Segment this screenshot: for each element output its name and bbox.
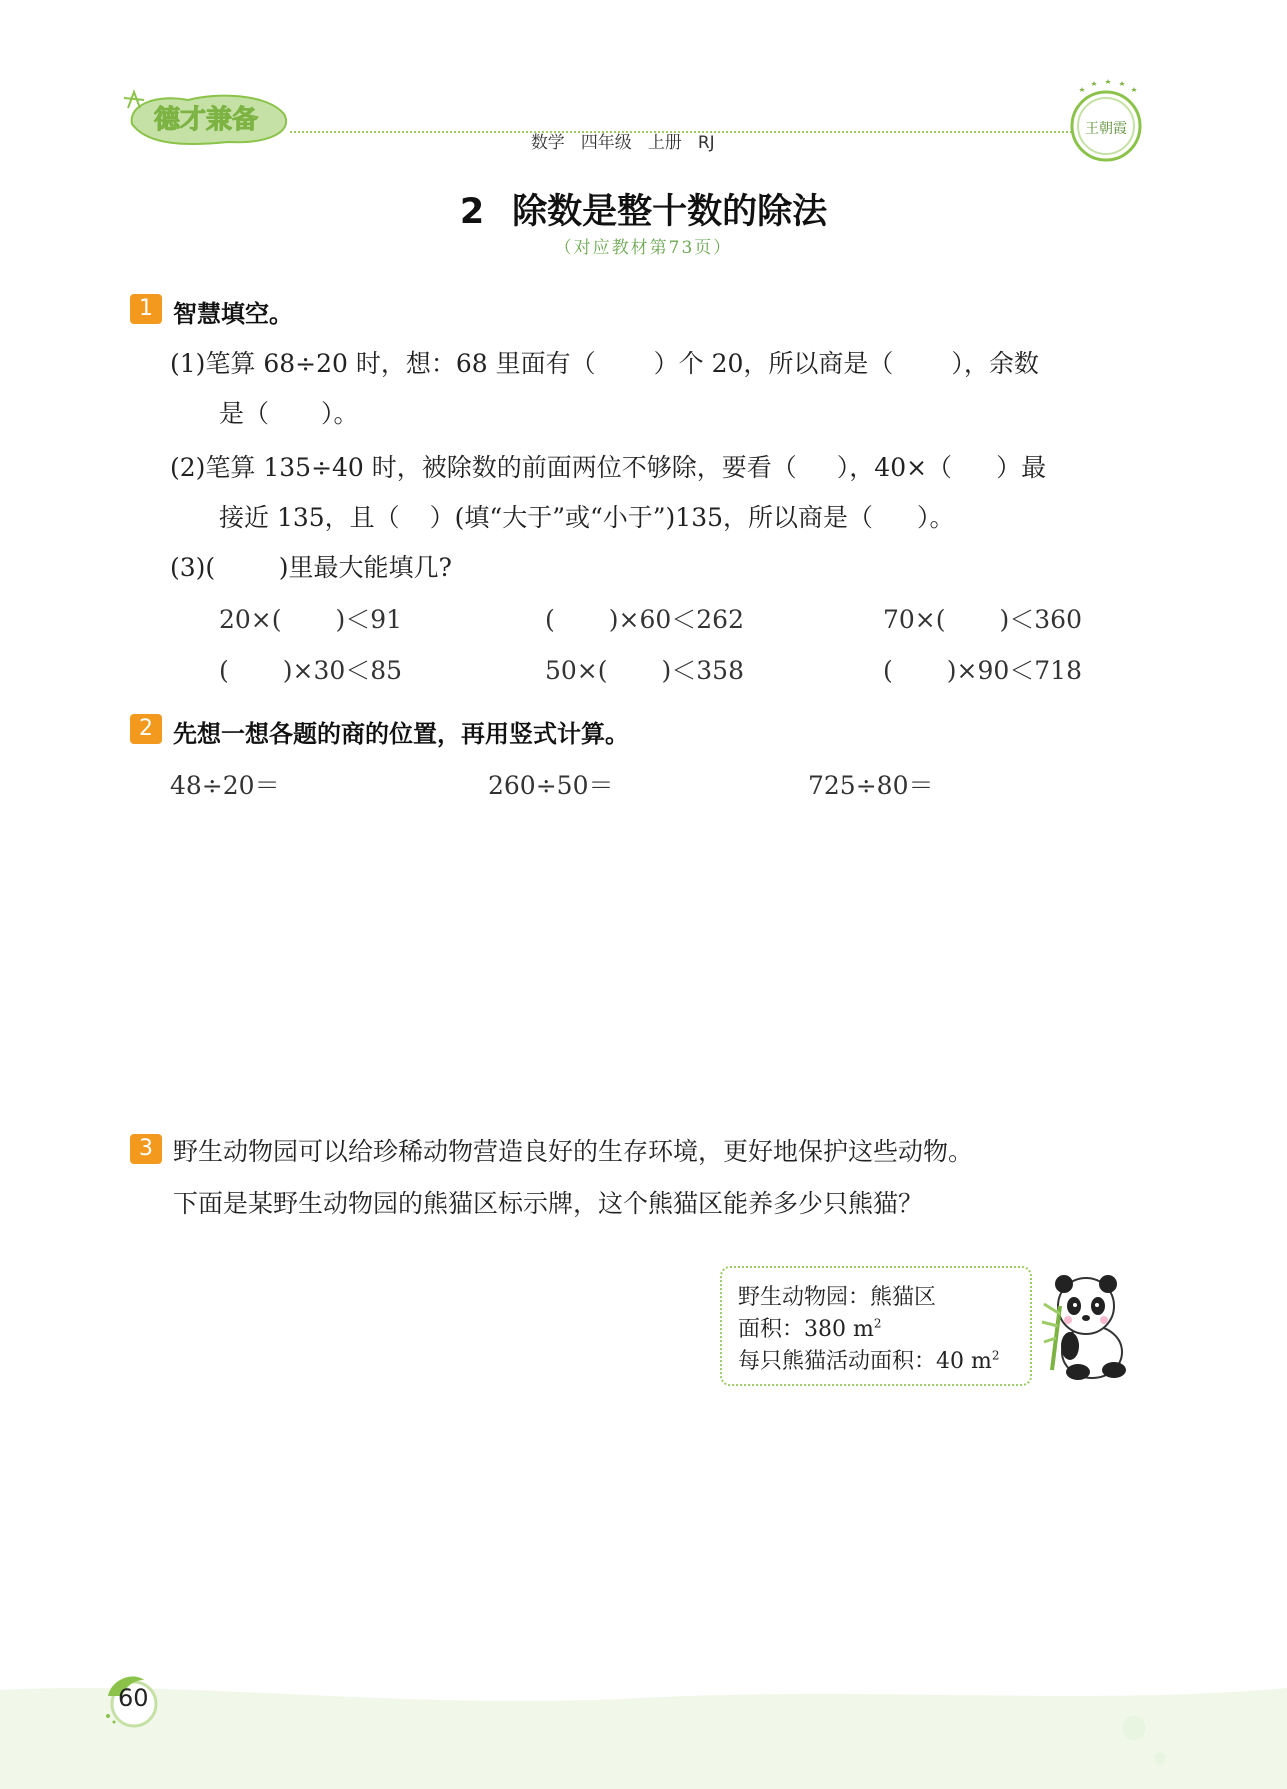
section-2-title: 先想一想各题的商的位置，再用竖式计算。 bbox=[173, 720, 629, 748]
book-edition: RJ bbox=[697, 133, 715, 153]
section-2-number: 2 bbox=[130, 714, 162, 744]
series-logo bbox=[118, 88, 294, 148]
q1-line-2: 是（ ）。 bbox=[219, 399, 359, 428]
inequality-item: 20×( )＜91 bbox=[219, 605, 403, 634]
book-volume: 上册 bbox=[647, 133, 682, 153]
author-seal-icon bbox=[1066, 78, 1146, 168]
section-3-number: 3 bbox=[130, 1134, 162, 1164]
section-1-number: 1 bbox=[130, 294, 162, 324]
q1-line-1: (1)笔算 68÷20 时，想：68 里面有（ ）个 20，所以商是（ ），余数 bbox=[170, 349, 1039, 378]
q2-line-1: (2)笔算 135÷40 时，被除数的前面两位不够除，要看（ ），40×（ ）最 bbox=[170, 453, 1047, 482]
page-number: 60 bbox=[118, 1684, 149, 1712]
division-problem: 260÷50＝ bbox=[488, 771, 614, 800]
division-problem: 725÷80＝ bbox=[808, 771, 934, 800]
q3-prompt: (3)( )里最大能填几? bbox=[170, 553, 452, 582]
svg-text:王朝霞: 王朝霞 bbox=[1085, 121, 1127, 137]
lesson-title-text: 除数是整十数的除法 bbox=[512, 192, 828, 232]
section-3-text-line-2: 下面是某野生动物园的熊猫区标示牌，这个熊猫区能养多少只熊猫？ bbox=[173, 1189, 924, 1218]
q2-line-2: 接近 135，且（ ）(填“大于”或“小于”)135，所以商是（ ）。 bbox=[219, 503, 955, 532]
lesson-number: 2 bbox=[459, 192, 485, 232]
book-subject: 数学 bbox=[530, 133, 565, 153]
inequality-item: ( )×30＜85 bbox=[219, 656, 403, 685]
panda-icon bbox=[1034, 1266, 1134, 1382]
inequality-item: ( )×60＜262 bbox=[545, 605, 744, 634]
section-3-text-line-1: 野生动物园可以给珍稀动物营造良好的生存环境，更好地保护这些动物。 bbox=[173, 1137, 974, 1166]
inequality-item: 50×( )＜358 bbox=[545, 656, 744, 685]
sign-title: 野生动物园：熊猫区 bbox=[738, 1285, 937, 1310]
division-problem: 48÷20＝ bbox=[170, 771, 280, 800]
inequality-item: ( )×90＜718 bbox=[883, 656, 1082, 685]
svg-text:德才兼备: 德才兼备 bbox=[153, 105, 259, 135]
sign-area-per-panda: 每只熊猫活动面积：40 $m^2$ bbox=[738, 1348, 1000, 1374]
inequality-item: 70×( )＜360 bbox=[883, 605, 1082, 634]
book-grade: 四年级 bbox=[580, 133, 632, 153]
lesson-title bbox=[0, 184, 1287, 234]
textbook-reference: （对应教材第73页） bbox=[554, 238, 733, 258]
section-1-title: 智慧填空。 bbox=[173, 300, 293, 328]
footer-decoration bbox=[0, 1680, 1287, 1789]
sign-area: 面积：380 $m^2$ bbox=[738, 1316, 882, 1342]
book-info bbox=[520, 108, 731, 153]
panda-area-sign bbox=[720, 1266, 1032, 1386]
